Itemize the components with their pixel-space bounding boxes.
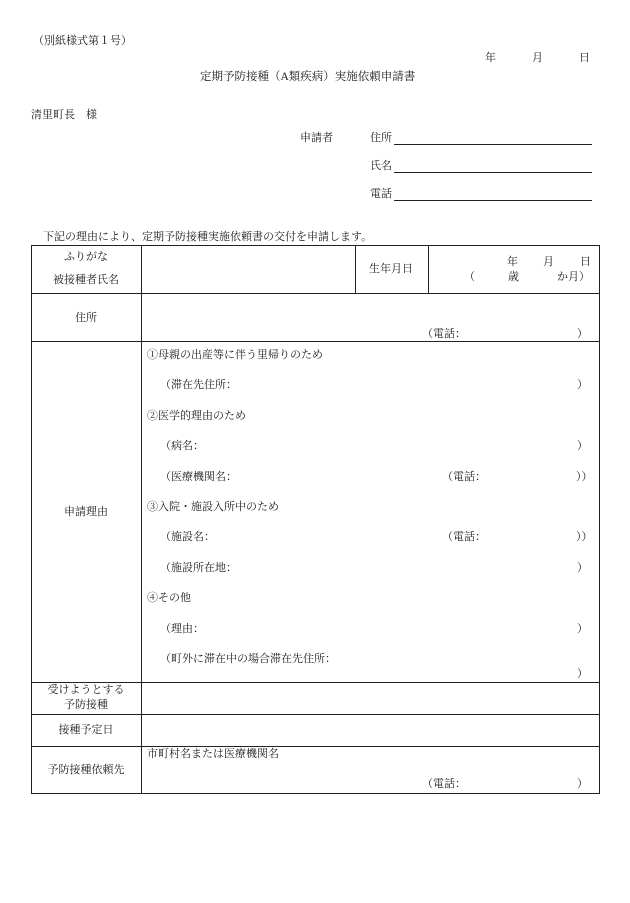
birthdate-month: 月: [543, 256, 554, 268]
reason-3-facility-phone: （電話：: [442, 531, 486, 543]
reason-2-hospital-close: ））: [576, 471, 593, 483]
header-date-month: 月: [532, 52, 543, 64]
reason-4-heading: ④その他: [147, 592, 191, 604]
address-label: 住所: [75, 312, 97, 324]
header-date-year: 年: [485, 52, 496, 64]
age-month-unit: か月）: [557, 271, 590, 283]
address-phone-close: ）: [577, 328, 588, 340]
reason-4-reason: （理由：: [160, 623, 204, 635]
reason-2-disease: （病名：: [160, 440, 204, 452]
form-number: （別紙様式第１号）: [33, 35, 132, 47]
table-border: [141, 245, 142, 793]
request-phone-close: ）: [577, 778, 588, 790]
reason-label: 申請理由: [64, 506, 108, 518]
table-border: [355, 245, 356, 293]
header-date-day: 日: [579, 52, 590, 64]
scheduled-date-label: 接種予定日: [58, 724, 114, 736]
applicant-phone-line: [394, 200, 592, 201]
birthdate-year: 年: [507, 256, 518, 268]
reason-2-hospital: （医療機関名：: [160, 471, 237, 483]
table-border: [31, 293, 599, 294]
reason-4-reason-close: ）: [577, 623, 588, 635]
reason-4-outside-address: （町外に滞在中の場合滞在先住所：: [160, 653, 336, 665]
reason-3-facility: （施設名：: [160, 531, 215, 543]
reason-2-hospital-phone: （電話：: [442, 471, 486, 483]
reason-3-heading: ③入院・施設入所中のため: [147, 501, 279, 513]
reason-1-stay-address: （滞在先住所：: [160, 379, 237, 391]
applicant-label: 申請者: [300, 132, 333, 144]
table-border: [31, 714, 599, 715]
reason-2-heading: ②医学的理由のため: [147, 410, 246, 422]
birthdate-label: 生年月日: [369, 263, 413, 275]
document-title: 定期予防接種（A類疾病）実施依頼申請書: [200, 71, 416, 83]
reason-1-heading: ①母親の出産等に伴う里帰りのため: [147, 349, 323, 361]
table-border: [599, 245, 600, 793]
patient-name-label: 被接種者氏名: [53, 274, 119, 286]
table-border: [31, 793, 600, 794]
applicant-address-line: [394, 144, 592, 145]
request-phone-label: （電話：: [422, 778, 466, 790]
address-phone-label: （電話：: [422, 328, 466, 340]
table-border: [31, 245, 599, 246]
reason-3-facility-location: （施設所在地：: [160, 562, 237, 574]
reason-1-stay-address-close: ）: [577, 379, 588, 391]
applicant-name-label: 氏名: [370, 160, 392, 172]
reason-3-facility-close: ））: [576, 531, 593, 543]
table-border: [428, 245, 429, 293]
reason-2-disease-close: ）: [577, 440, 588, 452]
vaccine-label-line1: 受けようとする: [47, 684, 125, 696]
table-border: [31, 341, 599, 342]
addressee: 清里町長 様: [31, 109, 97, 121]
request-destination-hint: 市町村名または医療機関名: [147, 748, 279, 760]
vaccine-label-line2: 予防接種: [64, 699, 108, 711]
applicant-address-label: 住所: [370, 132, 392, 144]
furigana-label: ふりがな: [64, 251, 108, 263]
intro-text: 下記の理由により、定期予防接種実施依頼書の交付を申請します。: [43, 231, 373, 243]
age-unit: 歳: [508, 271, 519, 283]
request-destination-label: 予防接種依頼先: [47, 764, 125, 776]
table-border: [31, 682, 599, 683]
age-open-paren: （: [464, 271, 475, 283]
reason-4-outside-address-close: ）: [577, 668, 588, 680]
table-border: [31, 746, 599, 747]
applicant-phone-label: 電話: [370, 188, 392, 200]
reason-3-facility-location-close: ）: [577, 562, 588, 574]
applicant-name-line: [394, 172, 592, 173]
birthdate-day: 日: [580, 256, 591, 268]
